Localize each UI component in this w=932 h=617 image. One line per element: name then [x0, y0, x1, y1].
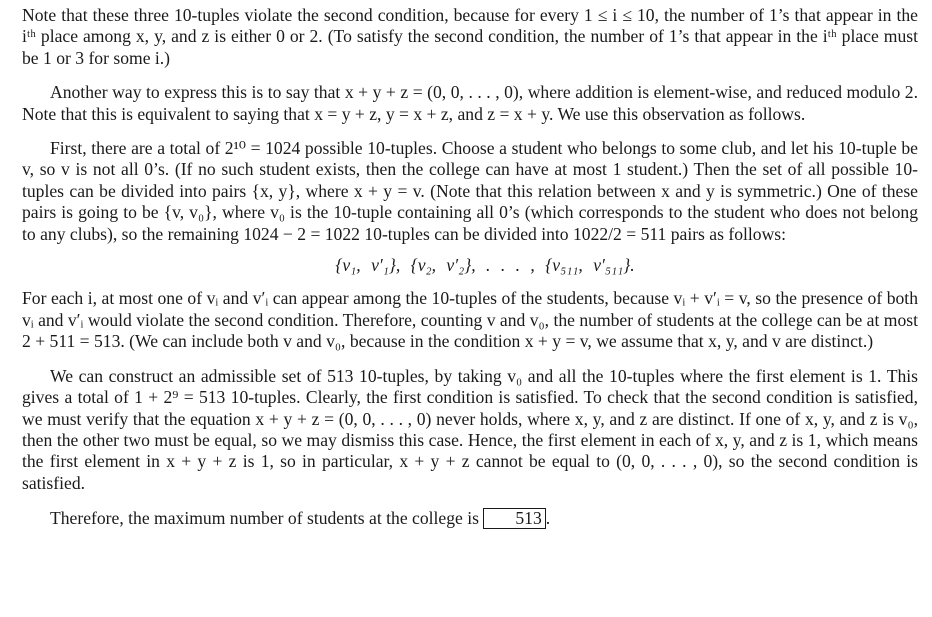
conclusion-period: . — [545, 508, 551, 529]
display-equation-pairs: {v₁, v′₁}, {v₂, v′₂}, . . . , {v₅₁₁, v′₅₁₁}. — [335, 255, 635, 276]
paragraph-upper-bound: For each i, at most one of vᵢ and v′ᵢ can appear among the 10-tuples of the students, because vᵢ + v′ᵢ = v, so the presence of both vᵢ and v′ᵢ would violate the second condition. Therefore, counting v and v₀, the number of students at the college can be at most 2 + 511 = 513. (We can include both v and v₀, because in the condition x + y = v, we assume that x, y, and v are distinct.) — [22, 288, 918, 352]
boxed-answer: 513 — [483, 508, 545, 529]
paragraph-construction: We can construct an admissible set of 513 10-tuples, by taking v₀ and all the 10-tuples where the first element is 1. This gives a total of 1 + 2⁹ = 513 10-tuples. Clearly, the first condition is satisfied. To check that the second condition is satisfied, we must verify that the equation x + y + z = (0, 0, . . . , 0) never holds, where x, y, and z are distinct. If one of x, y, and z is v₀, then the other two must be equal, so we may dismiss this case. Hence, the first element in each of x, y, and z is 1, which means the first element in x + y + z is 1, so in particular, x + y + z cannot be equal to (0, 0, . . . , 0), so the second condition is satisfied. — [22, 365, 918, 493]
paragraph-pairing-argument: First, there are a total of 2¹⁰ = 1024 possible 10-tuples. Choose a student who belongs to some club, and let his 10-tuple be v, so v is not all 0’s. (If no such student exists, then the college can have at most 1 student.) Then the set of all possible 10-tuples can be divided into pairs {x, y}, where x + y = v. (Note that this relation between x and y is symmetric.) One of these pairs is going to be {v, v₀}, where v₀ is the 10-tuple containing all 0’s (which corresponds to the student who does not belong to any clubs), so the remaining 1024 − 2 = 1022 10-tuples can be divided into 1022/2 = 511 pairs as follows: — [22, 138, 918, 244]
paragraph-conclusion — [22, 508, 918, 529]
conclusion-text: Therefore, the maximum number of students at the college is — [50, 508, 479, 529]
paragraph-violation-note: Note that these three 10-tuples violate the second condition, because for every 1 ≤ i ≤ 10, the number of 1’s that appear in the iᵗʰ place among x, y, and z is either 0 or 2. (To satisfy the second condition, the number of 1’s that appear in the iᵗʰ place must be 1 or 3 for some i.) — [22, 5, 918, 68]
paragraph-modulo-observation: Another way to express this is to say that x + y + z = (0, 0, . . . , 0), where addition is element-wise, and reduced modulo 2. Note that this is equivalent to saying that x = y + z, y = x + z, and z = x + y. We use this observation as follows. — [22, 82, 918, 124]
